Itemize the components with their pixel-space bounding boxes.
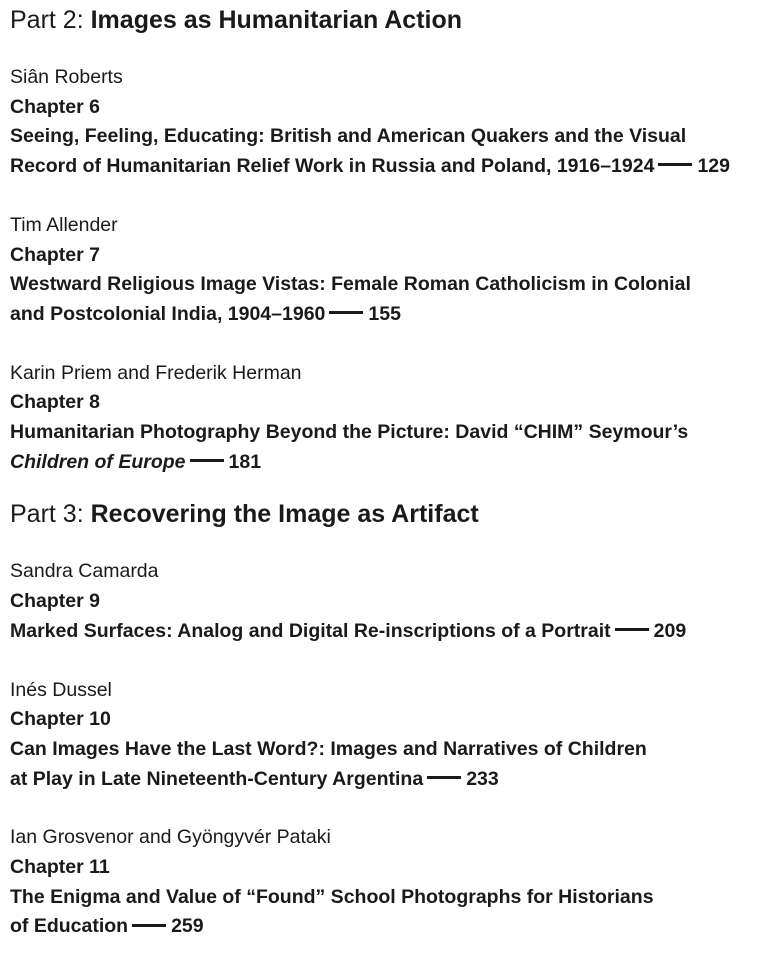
chapter-title-line: Seeing, Feeling, Educating: British and American Quakers and the Visual [10, 125, 687, 148]
chapter-title [10, 617, 760, 647]
chapter-title [10, 735, 760, 794]
chapter-title-text: and Postcolonial India, 1904–1960 [10, 302, 326, 325]
part-label: Part 2: [10, 6, 84, 34]
chapter-title-line-last [10, 765, 760, 795]
chapter-number: Chapter 8 [10, 391, 100, 414]
leader-dash [658, 163, 692, 166]
chapter-title-text: at Play in Late Nineteenth-Century Argentina [10, 767, 424, 790]
chapter-title-line: The Enigma and Value of “Found” School Photographs for Historians [10, 885, 654, 908]
leader-dash [329, 311, 363, 314]
chapter-author: Sandra Camarda [10, 560, 159, 583]
chapter-number: Chapter 6 [10, 95, 100, 118]
chapter-title-line-last [10, 300, 760, 330]
chapter-title-text: Record of Humanitarian Relief Work in Russia and Poland, 1916–1924 [10, 155, 655, 178]
chapter-author: Ian Grosvenor and Gyöngyvér Pataki [10, 826, 331, 849]
chapter-title [10, 122, 760, 181]
chapter-title-line: Westward Religious Image Vistas: Female Roman Catholicism in Colonial [10, 273, 691, 296]
chapter-number: Chapter 11 [10, 856, 110, 879]
page-number[interactable]: 259 [171, 915, 204, 938]
chapter-author: Inés Dussel [10, 678, 112, 701]
chapter-title-text: Marked Surfaces: Analog and Digital Re-inscriptions of a Portrait [10, 619, 611, 642]
toc-entry-chapter-8[interactable] [10, 359, 760, 478]
chapter-number: Chapter 7 [10, 243, 100, 266]
chapter-author: Karin Priem and Frederik Herman [10, 361, 302, 384]
page-number[interactable]: 181 [228, 450, 262, 473]
chapter-title-line-last [10, 617, 760, 647]
leader-dash [132, 924, 166, 927]
toc-entry-chapter-6[interactable] [10, 63, 760, 182]
chapter-title-line: Humanitarian Photography Beyond the Picture: David “CHIM” Seymour’s [10, 421, 689, 444]
chapter-title-italic: Children of Europe [10, 450, 186, 473]
chapter-title-line-last [10, 152, 760, 182]
chapter-title-line-last [10, 448, 760, 478]
chapter-title-line-last [10, 912, 760, 942]
page-number[interactable]: 129 [697, 155, 730, 178]
chapter-number: Chapter 9 [10, 590, 100, 613]
part-3-heading [10, 499, 760, 529]
toc-entry-chapter-10[interactable] [10, 676, 760, 795]
page-number[interactable]: 155 [368, 302, 401, 325]
chapter-title-line: Can Images Have the Last Word?: Images and Narratives of Children [10, 737, 647, 760]
toc-entry-chapter-9[interactable] [10, 557, 760, 646]
chapter-title [10, 418, 760, 477]
chapter-author: Siân Roberts [10, 66, 123, 88]
chapter-number: Chapter 10 [10, 708, 111, 731]
chapter-title [10, 883, 760, 942]
part-2-heading [10, 5, 760, 35]
part-label: Part 3: [10, 500, 84, 529]
toc-entry-chapter-11[interactable] [10, 823, 760, 942]
leader-dash [427, 776, 461, 779]
table-of-contents [10, 0, 760, 942]
part-title: Images as Humanitarian Action [90, 6, 463, 34]
page-number[interactable]: 233 [466, 767, 499, 790]
part-title: Recovering the Image as Artifact [90, 500, 479, 529]
chapter-title [10, 270, 760, 329]
leader-dash [190, 459, 224, 462]
page-number[interactable]: 209 [653, 619, 687, 642]
toc-entry-chapter-7[interactable] [10, 211, 760, 330]
leader-dash [615, 628, 649, 631]
chapter-author: Tim Allender [10, 213, 118, 236]
chapter-title-text: of Education [10, 915, 129, 938]
